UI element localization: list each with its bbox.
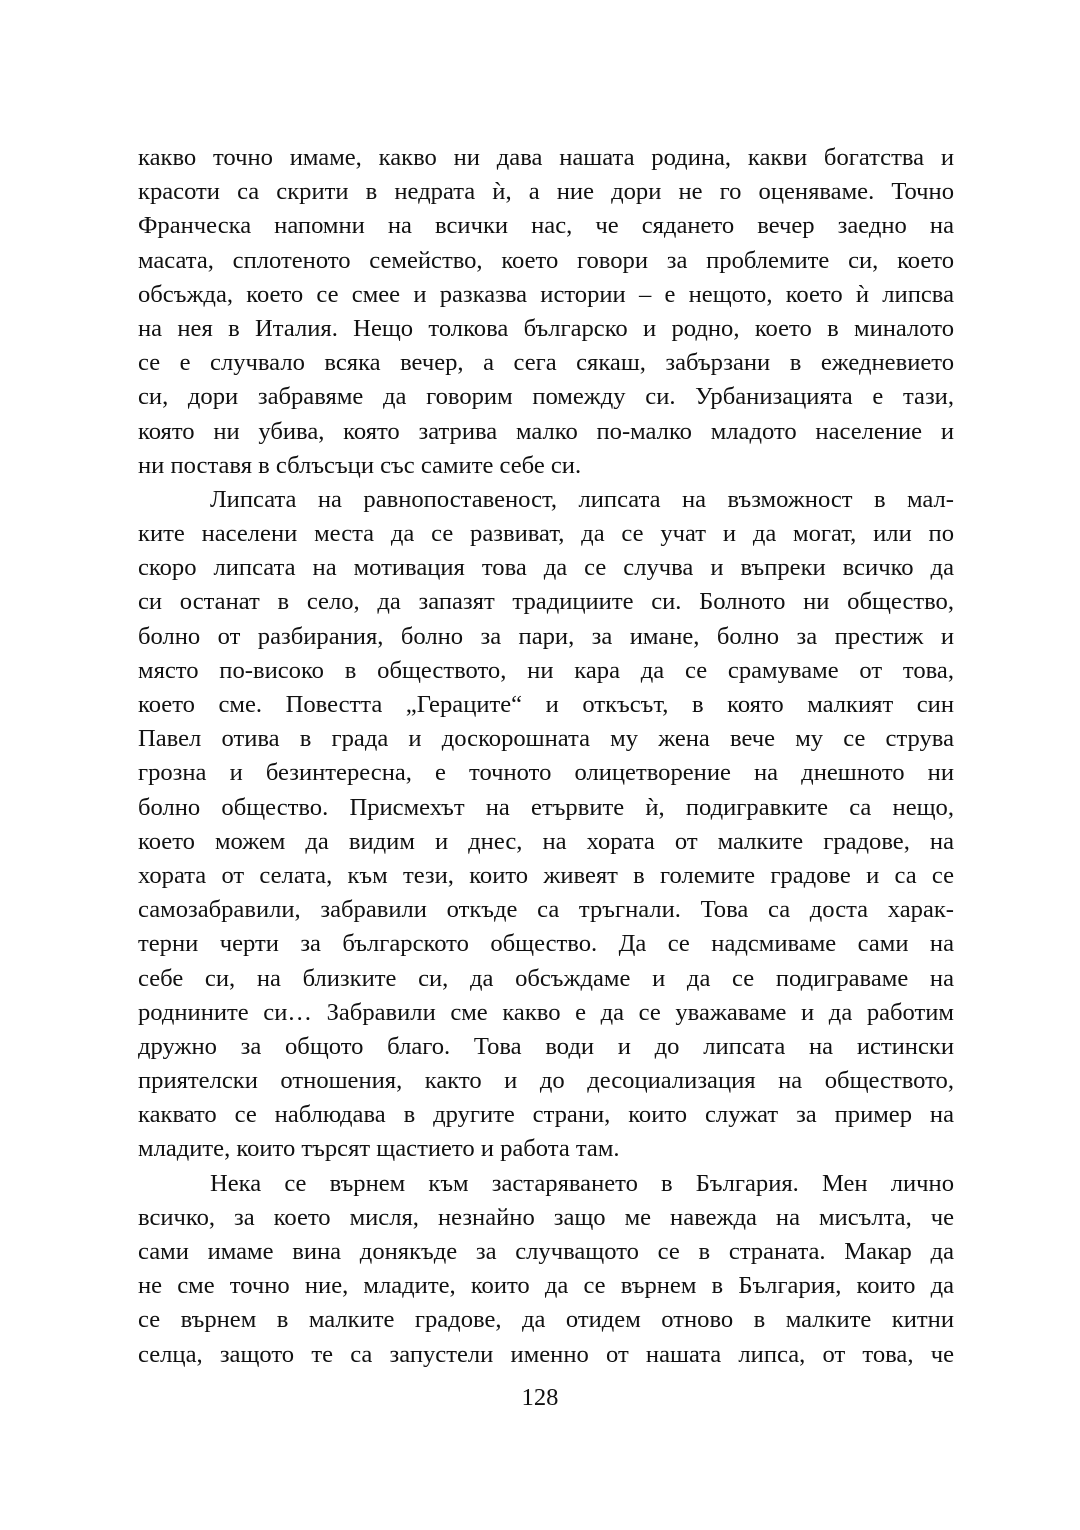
- text-line: което можем да видим и днес, на хората от малките градове, на: [138, 827, 954, 855]
- text-line: себе си, на близките си, да обсъждаме и да се подиграваме на: [138, 964, 954, 992]
- text-line: всичко, за което мисля, незнайно защо ме навежда на мисълта, че: [138, 1203, 954, 1231]
- text-line: обсъжда, което се смее и разказва истории – е нещото, което ѝ липсва: [138, 280, 954, 308]
- text-line: каквато се наблюдава в другите страни, които служат за пример на: [138, 1101, 954, 1129]
- text-line: се е случвало всяка вечер, а сега сякаш, забързани в ежедневието: [138, 349, 954, 377]
- text-line: терни черти за българското общество. Да се надсмиваме сами на: [138, 930, 954, 958]
- text-line: роднините си… Забравили сме какво е да се уважаваме и да работим: [138, 998, 954, 1026]
- text-line: която ни убива, която затрива малко по-малко младото население и: [138, 417, 954, 445]
- text-line: масата, сплотеното семейство, което говори за проблемите си, което: [138, 246, 954, 274]
- text-line: хората от селата, към тези, които живеят в големите градове и са се: [138, 861, 954, 889]
- text-line: място по-високо в обществото, ни кара да се срамуваме от това,: [138, 656, 954, 684]
- text-line: селца, защото те са запустели именно от нашата липса, от това, че: [138, 1340, 954, 1368]
- text-line: сами имаме вина донякъде за случващото се в страната. Макар да: [138, 1238, 954, 1265]
- text-line: самозабравили, забравили откъде са тръгнали. Това са доста харак-: [138, 896, 954, 924]
- text-line: дружно за общото благо. Това води и до липсата на истински: [138, 1032, 954, 1060]
- text-line: красоти са скрити в недрата ѝ, а ние дори не го оценяваме. Точно: [138, 178, 954, 206]
- text-line: си, дори забравяме да говорим помежду си. Урбанизацията е тази,: [138, 383, 954, 411]
- text-line: младите, които търсят щастието и работа там.: [138, 1135, 620, 1163]
- text-line: което сме. Повестта „Гераците“ и откъсът, в която малкият син: [138, 691, 954, 718]
- text-line: на нея в Италия. Нещо толкова българско и родно, което в миналото: [138, 314, 954, 342]
- page-number: 128: [521, 1384, 559, 1411]
- text-line: приятелски отношения, както и до десоциализация на обществото,: [138, 1067, 954, 1095]
- text-line: Павел отива в града и доскорошната му жена вече му се струва: [138, 725, 954, 753]
- text-line: ни поставя в сблъсъци със самите себе си.: [138, 451, 582, 479]
- text-line: какво точно имаме, какво ни дава нашата родина, какви богатства и: [138, 144, 954, 171]
- body-text: [138, 141, 954, 1372]
- text-line: не сме точно ние, младите, които да се върнем в България, които да: [138, 1272, 954, 1300]
- text-line: болно общество. Присмехът на етървите ѝ, подигравките са нещо,: [138, 793, 954, 821]
- text-line: болно от разбирания, болно за пари, за имане, болно за престиж и: [138, 622, 954, 650]
- text-line: грозна и безинтересна, е точното олицетворение на днешното ни: [138, 759, 954, 787]
- text-line: Нека се върнем към застаряването в България. Мен лично: [210, 1169, 954, 1197]
- text-line: Липсата на равнопоставеност, липсата на възможност в мал-: [210, 485, 954, 513]
- text-line: скоро липсата на мотивация това да се случва и въпреки всичко да: [138, 554, 954, 582]
- text-line: ките населени места да се развиват, да се учат и да могат, или по: [138, 520, 954, 548]
- text-line: Франческа напомни на всички нас, че сядането вечер заедно на: [138, 212, 954, 240]
- text-line: си останат в село, да запазят традициите си. Болното ни общество,: [138, 588, 954, 616]
- text-line: се върнем в малките градове, да отидем отново в малките китни: [138, 1306, 954, 1334]
